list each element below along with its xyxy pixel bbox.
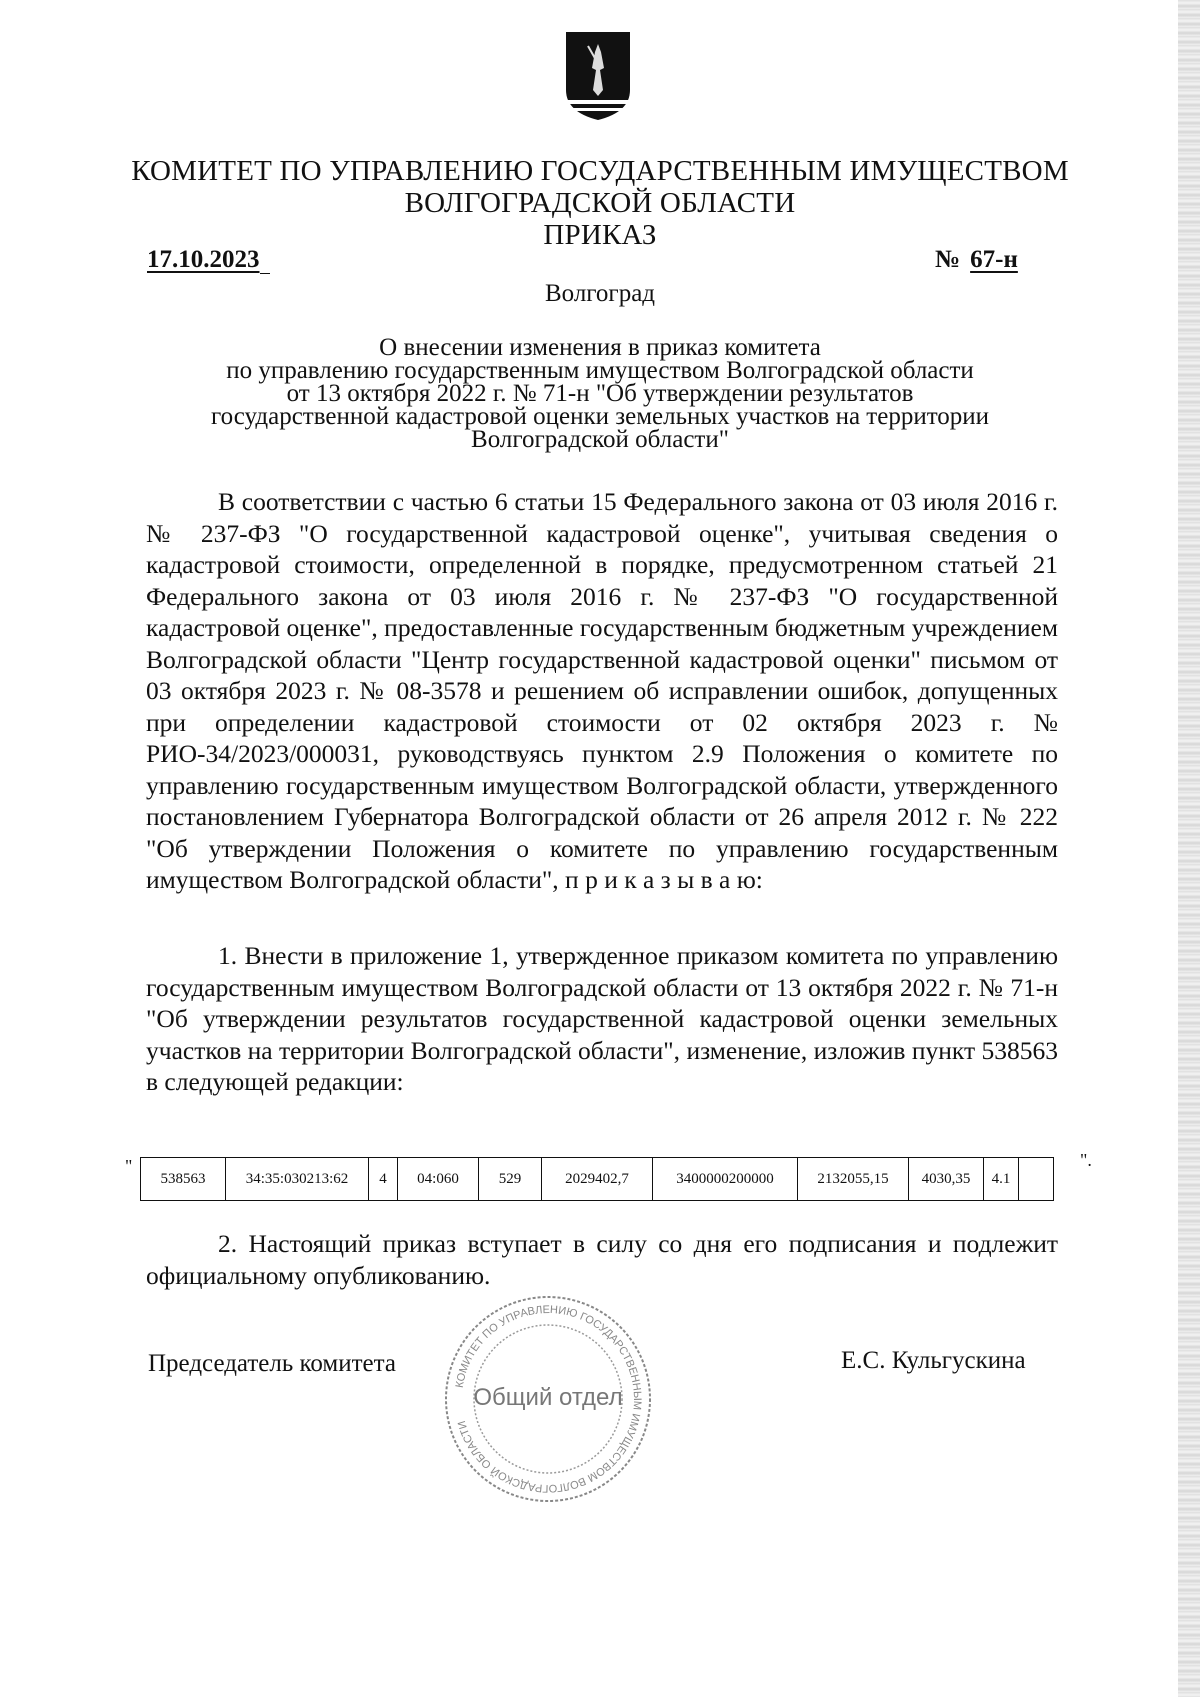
title-line: государственной кадастровой оценки земельных участков на территории [210,403,990,430]
city: Волгоград [544,280,656,307]
table-cell [1019,1158,1054,1201]
title-line: по управлению государственным имуществом Волгоградской области [226,357,974,384]
table-cell: 34:35:030213:62 [226,1158,369,1201]
scan-edge [1178,0,1200,1697]
official-stamp [442,1293,654,1505]
table-row [141,1158,1054,1201]
number-value: 67-н [970,246,1018,273]
title-line: от 13 октября 2022 г. № 71-н "Об утверждении результатов [286,380,914,407]
title-line: О внесении изменения в приказ комитета [379,334,821,361]
table-cell: 538563 [141,1158,226,1201]
order-title [0,336,1200,451]
order-word: п р и к а з ы в а ю: [565,865,763,894]
signatory-name: Е.С. Кульгускина [841,1347,1026,1374]
stamp-ring-text: КОМИТЕТ ПО УПРАВЛЕНИЮ ГОСУДАРСТВЕННЫМ ИМУЩЕСТВОМ ВОЛГОГРАДСКОЙ ОБЛАСТИ [453,1303,644,1495]
table-cell: 529 [479,1158,542,1201]
table-cell: 4.1 [984,1158,1019,1201]
item-1-paragraph: 1. Внести в приложение 1, утвержденное приказом комитета по управлению государственным имуществом Волгоградской области от 13 октября 2022 г. № 71-н "Об утверждении результатов государственной кадастровой оценки земельных участков на территории Волгоградской области", изменение, изложив пункт 538563 в следующей редакции: [146,941,1058,1096]
table-cell: 3400000200000 [653,1158,798,1201]
table-close-quote: ". [1080,1150,1092,1170]
item-2-paragraph: 2. Настоящий приказ вступает в силу со дня его подписания и подлежит официальному опубликованию. [146,1229,1058,1290]
signatory-position: Председатель комитета [148,1350,396,1377]
table-cell: 4 [369,1158,398,1201]
stamp-center-text: Общий отдел [473,1384,623,1411]
table-open-quote: " [125,1156,133,1176]
table-cell: 2132055,15 [798,1158,909,1201]
table-cell: 04:060 [398,1158,479,1201]
order-number [935,246,1024,274]
org-name-line2: ВОЛГОГРАДСКОЙ ОБЛАСТИ [404,187,796,219]
order-date: 17.10.2023 [147,246,270,274]
preamble-paragraph: В соответствии с частью 6 статьи 15 Федерального закона от 03 июля 2016 г. № 237-ФЗ "О государственной кадастровой оценке", учитывая сведения о кадастровой стоимости, определенной в порядке, предусмотренном статьей 21 Федерального закона от 03 июля 2016 г. № 237-ФЗ "О государственной кадастровой оценке", предоставленные государственным бюджетным учреждением Волгоградской области "Центр государственной кадастровой оценки" письмом от 03 октября 2023 г. № 08-3578 и решением об исправлении ошибок, допущенных при определении кадастровой стоимости от 02 октября 2023 г. № РИО-34/2023/000031, руководствуясь пунктом 2.9 Положения о комитете по управлению государственным имуществом Волгоградской области, утвержденного постановлением Губернатора Волгоградской области от 26 апреля 2012 г. № 222 "Об утверждении Положения о комитете по управлению государственным имуществом Волгоградской области", п р и к а з ы в а ю: [146,487,1058,894]
doc-type: ПРИКАЗ [543,219,657,251]
table-cell: 4030,35 [909,1158,984,1201]
number-sign: № [935,246,961,273]
org-name-line1: КОМИТЕТ ПО УПРАВЛЕНИЮ ГОСУДАРСТВЕННЫМ ИМУЩЕСТВОМ [131,155,1069,187]
table-cell: 2029402,7 [542,1158,653,1201]
coat-of-arms-icon [562,30,634,122]
title-line: Волгоградской области" [471,426,729,453]
amendment-table [140,1157,1054,1201]
